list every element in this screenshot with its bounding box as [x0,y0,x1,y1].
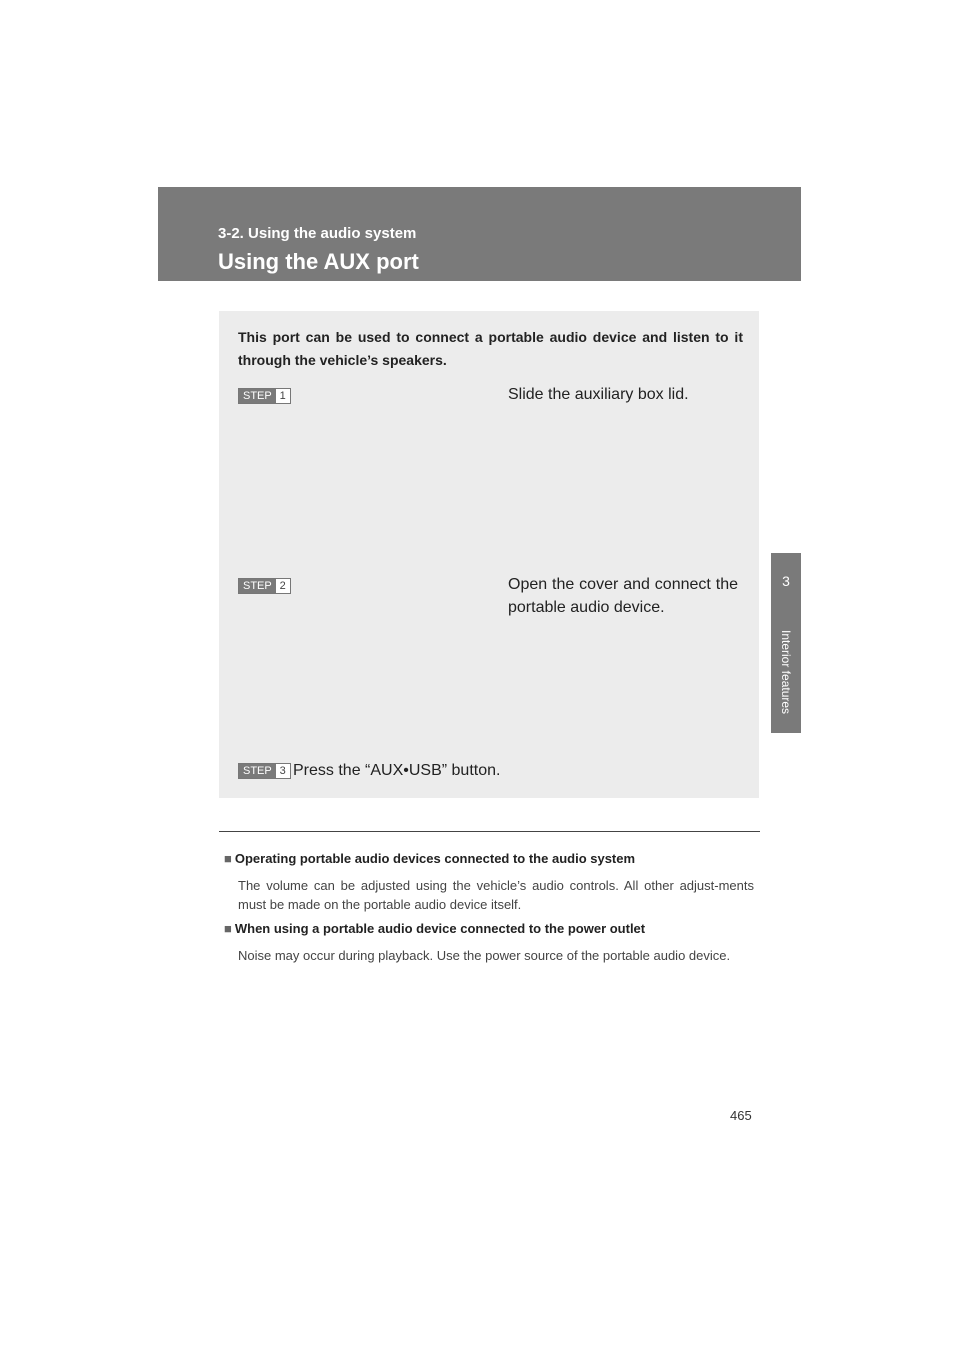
page-number: 465 [730,1108,752,1123]
step-2-badge [238,578,291,594]
step-number: 1 [276,389,290,403]
chapter-name: Interior features [779,630,793,715]
note-1-heading [224,851,635,866]
square-bullet-icon: ■ [224,851,232,866]
step-3-badge [238,763,291,779]
note-1-body: The volume can be adjusted using the vehicle’s audio controls. All other adjust-ments must be made on the portable audio device itself. [238,878,754,912]
step-1-text: Slide the auxiliary box lid. [508,386,689,403]
square-bullet-icon: ■ [224,921,232,936]
page-title: Using the AUX port [218,249,419,274]
step-label: STEP [239,389,276,403]
chapter-header [158,187,801,281]
intro-text: This port can be used to connect a portable audio device and listen to it through the vehicle’s speakers. [238,329,743,368]
step-number: 3 [276,764,290,778]
chapter-number: 3 [782,573,790,589]
step-3-text: Press the “AUX•USB” button. [293,762,501,779]
step-number: 2 [276,579,290,593]
note-2-heading [224,921,645,936]
step-1-badge [238,388,291,404]
step-label: STEP [239,579,276,593]
note-heading-text: Operating portable audio devices connected to the audio system [234,851,636,866]
note-2-body: Noise may occur during playback. Use the power source of the portable audio device. [238,948,731,963]
note-heading-text: When using a portable audio device connected to the power outlet [234,921,646,936]
section-divider [219,831,760,832]
step-label: STEP [239,764,276,778]
step-2-text: Open the cover and connect the portable audio device. [508,576,738,616]
section-label: 3-2. Using the audio system [218,225,417,242]
